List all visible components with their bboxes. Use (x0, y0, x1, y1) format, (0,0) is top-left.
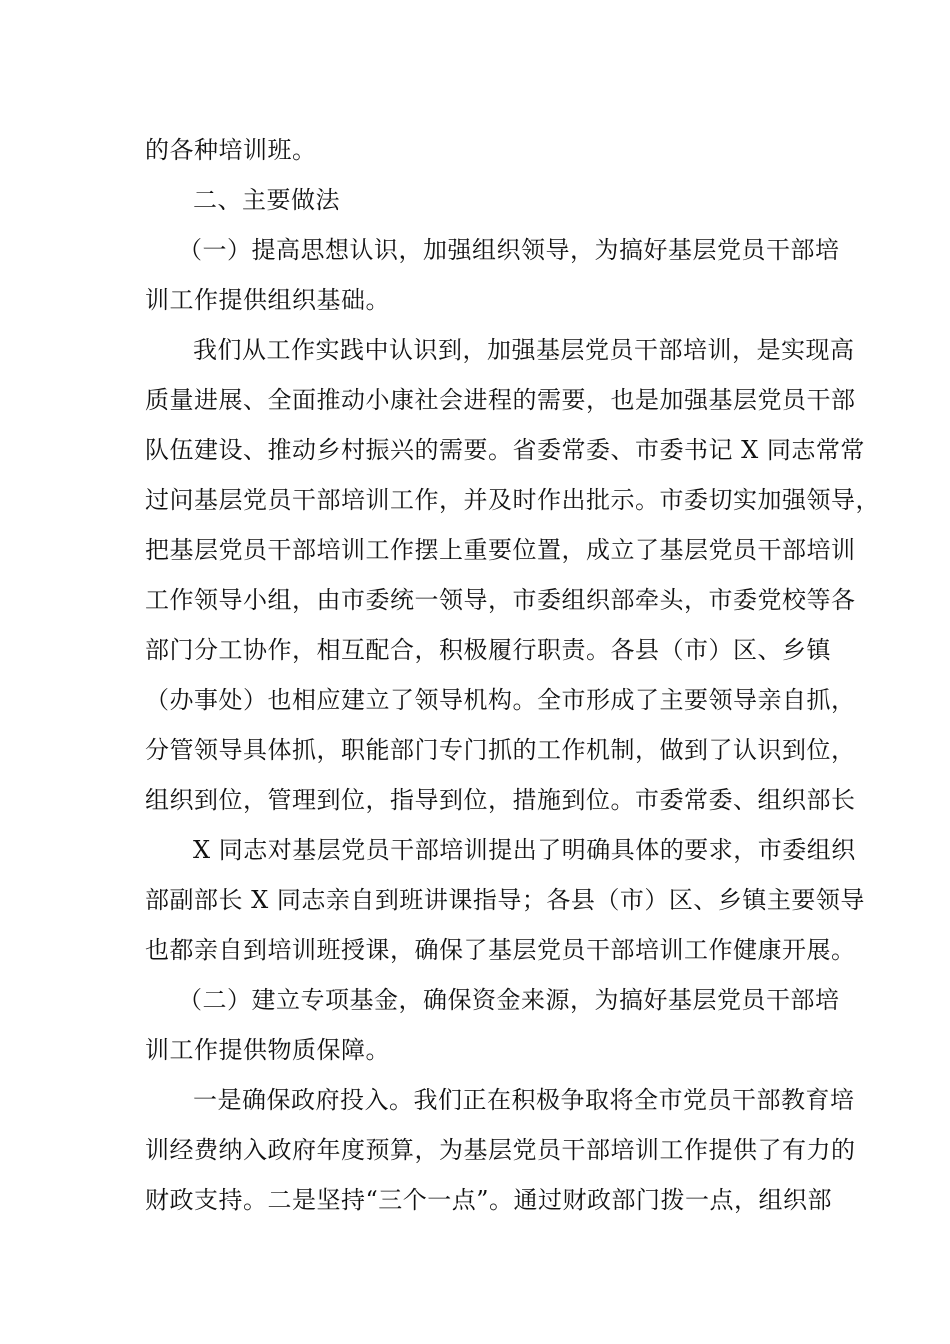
paragraph-line: 训经费纳入政府年度预算，为基层党员干部培训工作提供了有力的 (145, 1136, 856, 1164)
subsection-heading: （二）建立专项基金，确保资金来源，为搞好基层党员干部培 (178, 986, 840, 1014)
paragraph-line: 过问基层党员干部培训工作，并及时作出批示。市委切实加强领导， (145, 486, 880, 514)
paragraph-line: （办事处）也相应建立了领导机构。全市形成了主要领导亲自抓， (145, 686, 856, 714)
paragraph-line: 也都亲自到培训班授课，确保了基层党员干部培训工作健康开展。 (145, 936, 856, 964)
paragraph-line: 部门分工协作，相互配合，积极履行职责。各县（市）区、乡镇 (145, 636, 831, 664)
paragraph-line: 质量进展、全面推动小康社会进程的需要，也是加强基层党员干部 (145, 386, 856, 414)
paragraph-line: 我们从工作实践中认识到，加强基层党员干部培训，是实现高 (193, 336, 855, 364)
subsection-heading-continued: 训工作提供组织基础。 (145, 286, 390, 314)
section-heading: 二、主要做法 (193, 186, 340, 214)
paragraph-line: 财政支持。二是坚持“三个一点”。通过财政部门拨一点，组织部 (145, 1186, 833, 1214)
paragraph-line: 部副部长 X 同志亲自到班讲课指导；各县（市）区、乡镇主要领导 (145, 886, 865, 914)
paragraph-line: 队伍建设、推动乡村振兴的需要。省委常委、市委书记 X 同志常常 (145, 436, 865, 464)
paragraph-line: 组织到位，管理到位，指导到位，措施到位。市委常委、组织部长 (145, 786, 856, 814)
paragraph-line: 把基层党员干部培训工作摆上重要位置，成立了基层党员干部培训 (145, 536, 856, 564)
paragraph-line: X 同志对基层党员干部培训提出了明确具体的要求，市委组织 (193, 836, 856, 864)
subsection-heading: （一）提高思想认识，加强组织领导，为搞好基层党员干部培 (178, 236, 840, 264)
paragraph-line: 工作领导小组，由市委统一领导，市委组织部牵头，市委党校等各 (145, 586, 856, 614)
text-line: 的各种培训班。 (145, 136, 317, 164)
subsection-heading-continued: 训工作提供物质保障。 (145, 1036, 390, 1064)
paragraph-line: 一是确保政府投入。我们正在积极争取将全市党员干部教育培 (193, 1086, 855, 1114)
paragraph-line: 分管领导具体抓，职能部门专门抓的工作机制，做到了认识到位， (145, 736, 856, 764)
